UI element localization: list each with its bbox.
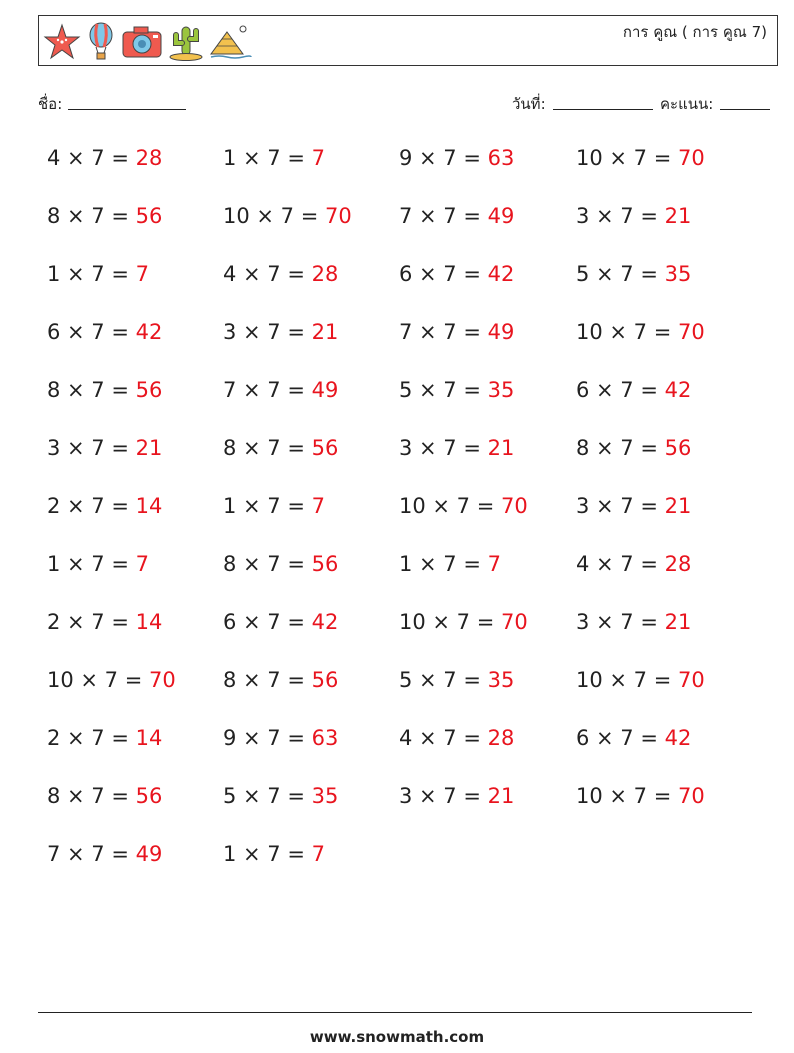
worksheet-title: การ คูณ ( การ คูณ 7) <box>622 23 767 41</box>
problem-item <box>47 842 162 866</box>
problem-answer: 70 <box>500 494 528 518</box>
problem-answer: 56 <box>311 668 339 692</box>
problem-answer: 56 <box>135 378 163 402</box>
problem-item <box>399 668 514 692</box>
problem-question: 10 × 7 = <box>576 784 678 808</box>
problem-answer: 28 <box>487 726 515 750</box>
problem-question: 1 × 7 = <box>223 842 312 866</box>
problem-item <box>47 436 162 460</box>
score-blank <box>720 109 770 110</box>
problem-answer: 49 <box>311 378 339 402</box>
problem-answer: 21 <box>487 784 515 808</box>
problem-item <box>576 378 691 402</box>
problem-answer: 7 <box>311 146 325 170</box>
problem-answer: 70 <box>677 784 705 808</box>
problem-question: 5 × 7 = <box>399 378 488 402</box>
problem-answer: 56 <box>135 784 163 808</box>
problem-question: 8 × 7 = <box>223 436 312 460</box>
problem-item <box>223 668 338 692</box>
problem-answer: 28 <box>311 262 339 286</box>
problem-question: 10 × 7 = <box>223 204 325 228</box>
problem-item <box>576 668 705 692</box>
problem-item <box>223 204 352 228</box>
problem-answer: 49 <box>487 204 515 228</box>
problem-item <box>47 262 149 286</box>
problem-question: 1 × 7 = <box>223 494 312 518</box>
problem-answer: 14 <box>135 494 163 518</box>
problem-question: 10 × 7 = <box>399 610 501 634</box>
problem-answer: 42 <box>664 726 692 750</box>
problem-question: 10 × 7 = <box>47 668 149 692</box>
problem-question: 10 × 7 = <box>576 320 678 344</box>
problem-item <box>576 552 691 576</box>
problem-answer: 35 <box>487 378 515 402</box>
problem-answer: 49 <box>135 842 163 866</box>
problem-item <box>223 146 325 170</box>
starfish-icon <box>43 23 81 61</box>
problem-item <box>47 146 162 170</box>
problem-question: 1 × 7 = <box>47 262 136 286</box>
problem-answer: 21 <box>664 494 692 518</box>
problem-answer: 56 <box>135 204 163 228</box>
problem-answer: 70 <box>677 668 705 692</box>
problem-question: 3 × 7 = <box>576 610 665 634</box>
problem-item <box>47 726 162 750</box>
problem-item <box>223 784 338 808</box>
problem-item <box>576 784 705 808</box>
problem-answer: 7 <box>311 842 325 866</box>
problem-answer: 28 <box>664 552 692 576</box>
problem-question: 5 × 7 = <box>399 668 488 692</box>
problem-item <box>399 204 514 228</box>
name-label: ชื่อ: <box>38 95 63 113</box>
problem-answer: 21 <box>664 610 692 634</box>
problem-question: 8 × 7 = <box>223 552 312 576</box>
problem-item <box>47 552 149 576</box>
problem-item <box>223 494 325 518</box>
problem-question: 6 × 7 = <box>576 726 665 750</box>
problem-item <box>399 146 514 170</box>
date-blank <box>553 109 653 110</box>
problem-question: 3 × 7 = <box>399 436 488 460</box>
date-label: วันที่: <box>512 95 546 113</box>
problem-answer: 35 <box>311 784 339 808</box>
problem-question: 8 × 7 = <box>47 784 136 808</box>
problem-answer: 7 <box>135 262 149 286</box>
problem-answer: 70 <box>677 146 705 170</box>
problem-answer: 35 <box>487 668 515 692</box>
problem-question: 4 × 7 = <box>576 552 665 576</box>
cactus-icon <box>168 23 204 61</box>
problem-answer: 28 <box>135 146 163 170</box>
problem-item <box>223 726 338 750</box>
problem-question: 7 × 7 = <box>399 204 488 228</box>
problem-item <box>223 262 338 286</box>
problem-question: 6 × 7 = <box>399 262 488 286</box>
problem-question: 7 × 7 = <box>399 320 488 344</box>
problem-item <box>576 610 691 634</box>
problem-item <box>47 320 162 344</box>
problem-answer: 42 <box>135 320 163 344</box>
problem-item <box>399 610 528 634</box>
problem-item <box>399 320 514 344</box>
problem-answer: 56 <box>311 436 339 460</box>
problem-answer: 14 <box>135 610 163 634</box>
score-label: คะแนน: <box>660 95 714 113</box>
problem-answer: 21 <box>311 320 339 344</box>
problem-item <box>399 262 514 286</box>
name-blank <box>68 109 186 110</box>
pyramid-icon <box>209 22 253 62</box>
problem-answer: 42 <box>311 610 339 634</box>
problem-answer: 49 <box>487 320 515 344</box>
problem-item <box>223 552 338 576</box>
problem-answer: 21 <box>135 436 163 460</box>
problem-item <box>399 494 528 518</box>
problem-item <box>576 204 691 228</box>
problem-question: 4 × 7 = <box>47 146 136 170</box>
problem-answer: 63 <box>311 726 339 750</box>
footer-divider <box>38 1012 752 1013</box>
problem-item <box>223 436 338 460</box>
problem-item <box>576 262 691 286</box>
problem-item <box>576 726 691 750</box>
problem-answer: 7 <box>135 552 149 576</box>
problem-item <box>47 610 162 634</box>
problem-question: 2 × 7 = <box>47 610 136 634</box>
problem-answer: 42 <box>487 262 515 286</box>
problem-answer: 7 <box>311 494 325 518</box>
problem-question: 6 × 7 = <box>47 320 136 344</box>
problem-item <box>47 668 176 692</box>
problem-answer: 63 <box>487 146 515 170</box>
problem-item <box>399 726 514 750</box>
hot-air-balloon-icon <box>86 22 116 62</box>
problem-question: 4 × 7 = <box>399 726 488 750</box>
problem-question: 10 × 7 = <box>576 668 678 692</box>
problem-item <box>47 378 162 402</box>
problem-item <box>47 204 162 228</box>
problem-item <box>399 552 501 576</box>
problem-question: 10 × 7 = <box>399 494 501 518</box>
problem-item <box>399 436 514 460</box>
problem-answer: 56 <box>311 552 339 576</box>
problem-question: 3 × 7 = <box>47 436 136 460</box>
problem-question: 4 × 7 = <box>223 262 312 286</box>
problem-answer: 70 <box>324 204 352 228</box>
problem-question: 5 × 7 = <box>576 262 665 286</box>
problem-question: 10 × 7 = <box>576 146 678 170</box>
problem-answer: 35 <box>664 262 692 286</box>
problem-question: 8 × 7 = <box>47 378 136 402</box>
problem-question: 5 × 7 = <box>223 784 312 808</box>
problem-answer: 21 <box>487 436 515 460</box>
problem-answer: 7 <box>487 552 501 576</box>
header-icons <box>43 22 253 62</box>
problem-question: 3 × 7 = <box>576 494 665 518</box>
problem-question: 1 × 7 = <box>399 552 488 576</box>
problem-item <box>47 784 162 808</box>
problem-item <box>399 784 514 808</box>
problem-item <box>47 494 162 518</box>
problem-item <box>223 378 338 402</box>
camera-icon <box>121 25 163 59</box>
problem-item <box>576 146 705 170</box>
problem-answer: 42 <box>664 378 692 402</box>
problem-question: 1 × 7 = <box>223 146 312 170</box>
problem-item <box>223 610 338 634</box>
problem-answer: 70 <box>677 320 705 344</box>
problem-question: 7 × 7 = <box>223 378 312 402</box>
student-info-row <box>38 92 773 116</box>
problem-answer: 70 <box>148 668 176 692</box>
problem-question: 3 × 7 = <box>399 784 488 808</box>
problem-question: 8 × 7 = <box>576 436 665 460</box>
problem-question: 2 × 7 = <box>47 494 136 518</box>
footer-url: www.snowmath.com <box>309 1028 485 1046</box>
problem-question: 6 × 7 = <box>576 378 665 402</box>
problem-answer: 14 <box>135 726 163 750</box>
problem-question: 6 × 7 = <box>223 610 312 634</box>
problem-answer: 56 <box>664 436 692 460</box>
problem-item <box>223 842 325 866</box>
problem-item <box>576 494 691 518</box>
problem-question: 9 × 7 = <box>399 146 488 170</box>
problem-item <box>399 378 514 402</box>
problem-item <box>576 436 691 460</box>
problem-question: 8 × 7 = <box>223 668 312 692</box>
problem-question: 2 × 7 = <box>47 726 136 750</box>
worksheet-header <box>38 15 778 66</box>
problem-question: 3 × 7 = <box>223 320 312 344</box>
problem-question: 8 × 7 = <box>47 204 136 228</box>
problem-answer: 21 <box>664 204 692 228</box>
problem-item <box>576 320 705 344</box>
problem-question: 9 × 7 = <box>223 726 312 750</box>
problem-item <box>223 320 338 344</box>
problem-question: 1 × 7 = <box>47 552 136 576</box>
problem-question: 3 × 7 = <box>576 204 665 228</box>
problem-answer: 70 <box>500 610 528 634</box>
problem-question: 7 × 7 = <box>47 842 136 866</box>
